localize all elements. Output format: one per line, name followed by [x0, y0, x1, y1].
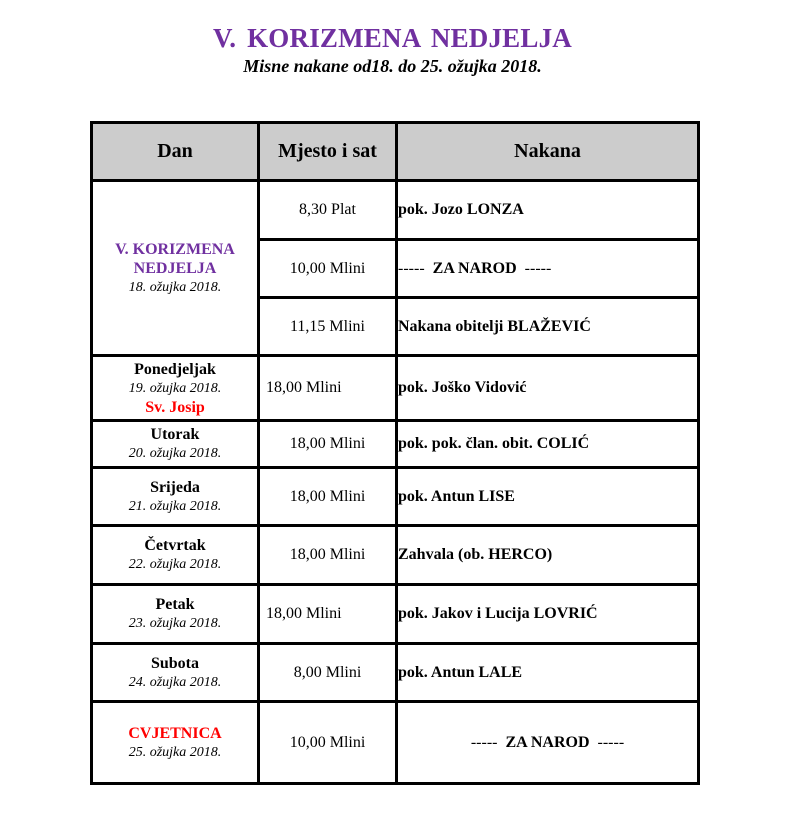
intention-cell	[397, 240, 699, 298]
day-name: Srijeda	[150, 478, 200, 496]
place-time-cell: 10,00 Mlini	[259, 702, 397, 784]
intention-cell: pok. Jozo LONZA	[397, 181, 699, 240]
intention-cell: pok. Joško Vidović	[397, 356, 699, 421]
table-row	[92, 585, 699, 644]
day-cell	[92, 585, 259, 644]
day-cell	[92, 702, 259, 784]
day-date: 21. ožujka 2018.	[128, 498, 222, 514]
intention-cell	[397, 702, 699, 784]
place-time-cell: 18,00 Mlini	[259, 526, 397, 585]
day-cell	[92, 356, 259, 421]
day-date: 24. ožujka 2018.	[128, 674, 222, 690]
day-name: Utorak	[150, 426, 200, 443]
table-row	[92, 702, 699, 784]
day-date: 20. ožujka 2018.	[128, 446, 222, 461]
intention-cell: pok. Jakov i Lucija LOVRIĆ	[397, 585, 699, 644]
place-time-cell: 18,00 Mlini	[259, 421, 397, 468]
page-title: V. KORIZMENA NEDJELJA	[212, 23, 572, 53]
day-name: NEDJELJA	[133, 259, 217, 277]
column-header-intention: Nakana	[397, 123, 699, 181]
column-header-place-time: Mjesto i sat	[259, 123, 397, 181]
table-row	[92, 356, 699, 421]
table-row	[92, 181, 699, 240]
day-name: Četvrtak	[144, 537, 206, 554]
intention-cell: pok. Antun LALE	[397, 644, 699, 702]
day-date: 23. ožujka 2018.	[128, 616, 222, 631]
place-time-cell: 11,15 Mlini	[259, 298, 397, 356]
place-time-cell: 18,00 Mlini	[259, 468, 397, 526]
day-cell	[92, 181, 259, 356]
intention-cell: Zahvala (ob. HERCO)	[397, 526, 699, 585]
day-name: CVJETNICA	[128, 724, 222, 742]
day-cell	[92, 526, 259, 585]
page-subtitle: Misne nakane od18. do 25. ožujka 2018.	[243, 56, 542, 76]
place-time-cell: 18,00 Mlini	[259, 356, 397, 421]
feast-note: Sv. Josip	[145, 398, 205, 416]
column-header-day: Dan	[92, 123, 259, 181]
intention-text: ZA NAROD	[505, 733, 590, 751]
dash-separator: -----	[470, 733, 498, 751]
day-date: 22. ožujka 2018.	[128, 557, 222, 572]
table-row	[92, 644, 699, 702]
table-row	[92, 526, 699, 585]
place-time-cell: 18,00 Mlini	[259, 585, 397, 644]
day-date: 19. ožujka 2018.	[128, 380, 222, 396]
day-cell	[92, 644, 259, 702]
intention-cell: pok. Antun LISE	[397, 468, 699, 526]
dash-separator: -----	[597, 733, 625, 751]
mass-intentions-table	[90, 121, 700, 785]
day-cell	[92, 421, 259, 468]
table-header-row	[92, 123, 699, 181]
place-time-cell: 8,30 Plat	[259, 181, 397, 240]
day-cell	[92, 468, 259, 526]
intention-text: ZA NAROD	[432, 259, 517, 277]
day-name: Subota	[150, 654, 200, 672]
place-time-cell: 8,00 Mlini	[259, 644, 397, 702]
intention-cell: pok. pok. član. obit. COLIĆ	[397, 421, 699, 468]
table-row	[92, 468, 699, 526]
day-date: 18. ožujka 2018.	[128, 279, 222, 295]
place-time-cell: 10,00 Mlini	[259, 240, 397, 298]
dash-separator: -----	[524, 259, 552, 277]
day-name: Ponedjeljak	[134, 360, 216, 378]
dash-separator: -----	[398, 259, 425, 277]
day-name: V. KORIZMENA	[115, 240, 235, 258]
day-name: Petak	[155, 596, 195, 613]
table-row	[92, 421, 699, 468]
intention-cell: Nakana obitelji BLAŽEVIĆ	[397, 298, 699, 356]
day-date: 25. ožujka 2018.	[128, 744, 222, 760]
